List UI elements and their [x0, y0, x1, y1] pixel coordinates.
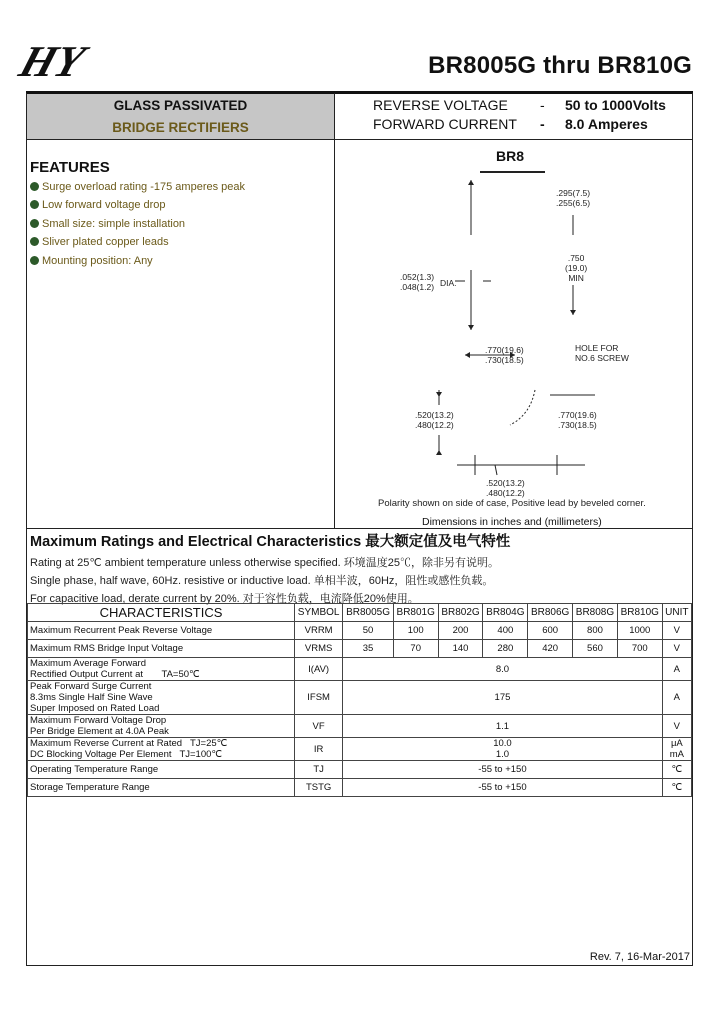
table-cell: Maximum RMS Bridge Input Voltage — [28, 640, 295, 658]
table-cell: Operating Temperature Range — [28, 761, 295, 779]
table-cell: Maximum Recurrent Peak Reverse Voltage — [28, 622, 295, 640]
features-title: FEATURES — [30, 159, 110, 176]
bullet-icon — [30, 219, 39, 228]
dim-label: .520(13.2) .480(12.2) — [486, 478, 525, 498]
table-cell: A — [662, 658, 691, 681]
table-header: BR8005G — [343, 604, 394, 622]
table-cell: Maximum Average Forward Rectified Output Current at TA=50℃ — [28, 658, 295, 681]
feature-item: Mounting position: Any — [30, 255, 153, 267]
table-header: BR801G — [393, 604, 438, 622]
bullet-icon — [30, 200, 39, 209]
table-row — [28, 715, 692, 738]
table-cell: A — [662, 681, 691, 715]
table-cell: IFSM — [295, 681, 343, 715]
table-row — [28, 658, 692, 681]
feature-item: Low forward voltage drop — [30, 199, 166, 211]
table-row — [28, 640, 692, 658]
table-row — [28, 761, 692, 779]
dim-label: .052(1.3) .048(1.2) — [400, 272, 435, 292]
rating-note: Single phase, half wave, 60Hz. resistive or inductive load. 单相半波，60Hz，阻性或感性负载。 — [30, 575, 494, 587]
table-cell: VF — [295, 715, 343, 738]
table-header: BR804G — [483, 604, 528, 622]
table-cell: 420 — [528, 640, 573, 658]
table-cell: 560 — [573, 640, 618, 658]
table-cell: V — [662, 715, 691, 738]
table-row — [28, 779, 692, 797]
table-header: BR808G — [573, 604, 618, 622]
table-cell: TSTG — [295, 779, 343, 797]
device-type-line1: GLASS PASSIVATED — [113, 98, 248, 113]
forward-current-value: 8.0 Amperes — [565, 116, 648, 132]
bullet-icon — [30, 256, 39, 265]
table-cell: 700 — [617, 640, 662, 658]
section-rule — [27, 528, 692, 529]
ratings-table — [27, 603, 692, 797]
feature-item: Small size: simple installation — [30, 218, 185, 230]
table-cell: μA mA — [662, 738, 691, 761]
dim-label: DIA. — [440, 278, 457, 288]
table-header: SYMBOL — [295, 604, 343, 622]
table-cell: 100 — [393, 622, 438, 640]
table-cell: 600 — [528, 622, 573, 640]
dim-label: .770(19.6) .730(18.5) — [558, 410, 597, 430]
device-type-box — [27, 94, 334, 139]
table-cell: -55 to +150 — [343, 761, 662, 779]
table-cell: VRMS — [295, 640, 343, 658]
package-name: BR8 — [496, 148, 525, 164]
table-cell: 8.0 — [343, 658, 662, 681]
rating-note: Rating at 25℃ ambient temperature unless otherwise specified. 环境温度25℃，除非另有说明。 — [30, 557, 500, 569]
table-cell: TJ — [295, 761, 343, 779]
ratings-title: Maximum Ratings and Electrical Characteristics 最大额定值及电气特性 — [30, 534, 511, 550]
dim-label: .520(13.2) .480(12.2) — [415, 410, 454, 430]
table-cell: V — [662, 622, 691, 640]
table-cell: 35 — [343, 640, 394, 658]
table-cell: 175 — [343, 681, 662, 715]
table-cell: -55 to +150 — [343, 779, 662, 797]
table-header-row — [28, 604, 692, 622]
table-cell: 280 — [483, 640, 528, 658]
table-cell: IR — [295, 738, 343, 761]
table-cell: V — [662, 640, 691, 658]
forward-dash: - — [540, 116, 545, 132]
polarity-note: Polarity shown on side of case, Positive lead by beveled corner. — [378, 498, 646, 509]
table-header: UNIT — [662, 604, 691, 622]
device-type-line2: BRIDGE RECTIFIERS — [112, 120, 249, 135]
feature-item: Surge overload rating -175 amperes peak — [30, 181, 245, 193]
bullet-icon — [30, 237, 39, 246]
dim-label: HOLE FOR NO.6 SCREW — [575, 343, 629, 363]
table-row — [28, 738, 692, 761]
reverse-voltage-label: REVERSE VOLTAGE — [373, 97, 508, 113]
table-row — [28, 681, 692, 715]
table-cell: ℃ — [662, 761, 691, 779]
table-cell: Maximum Forward Voltage Drop Per Bridge Element at 4.0A Peak — [28, 715, 295, 738]
dim-label: .770(19.6) .730(18.5) — [485, 345, 524, 365]
table-cell: 140 — [438, 640, 483, 658]
dim-label: .295(7.5) .255(6.5) — [556, 188, 591, 208]
reverse-voltage-value: 50 to 1000Volts — [565, 97, 666, 113]
revision-text: Rev. 7, 16-Mar-2017 — [589, 951, 690, 963]
table-cell: ℃ — [662, 779, 691, 797]
bullet-icon — [30, 182, 39, 191]
table-cell: 1000 — [617, 622, 662, 640]
dim-label: .750 (19.0) MIN — [565, 253, 588, 283]
table-cell: Maximum Reverse Current at Rated TJ=25℃ DC Blocking Voltage Per Element TJ=100℃ — [28, 738, 295, 761]
dimension-units-note: Dimensions in inches and (millimeters) — [422, 516, 602, 528]
package-drawing — [335, 175, 691, 495]
feature-item: Sliver plated copper leads — [30, 236, 169, 248]
table-header: BR806G — [528, 604, 573, 622]
table-cell: 800 — [573, 622, 618, 640]
table-header: BR802G — [438, 604, 483, 622]
reverse-dash: - — [540, 97, 545, 113]
table-row — [28, 622, 692, 640]
table-cell: I(AV) — [295, 658, 343, 681]
package-name-underline — [480, 171, 545, 173]
table-cell: Storage Temperature Range — [28, 779, 295, 797]
table-cell: 10.0 1.0 — [343, 738, 662, 761]
table-cell: 70 — [393, 640, 438, 658]
table-cell: 50 — [343, 622, 394, 640]
table-cell: VRRM — [295, 622, 343, 640]
forward-current-label: FORWARD CURRENT — [373, 116, 517, 132]
table-header: CHARACTERISTICS — [28, 604, 295, 622]
table-cell: 200 — [438, 622, 483, 640]
company-logo — [13, 37, 158, 86]
document-title: BR8005G thru BR810G — [428, 52, 692, 79]
summary-rule — [27, 139, 692, 140]
table-cell: 1.1 — [343, 715, 662, 738]
table-cell: 400 — [483, 622, 528, 640]
table-header: BR810G — [617, 604, 662, 622]
logo-text: HY — [13, 37, 91, 86]
rating-note: For capacitive load, derate current by 20%. 对于容性负载，电流降低20%使用。 — [30, 593, 419, 605]
table-cell: Peak Forward Surge Current 8.3ms Single Half Sine Wave Super Imposed on Rated Load — [28, 681, 295, 715]
